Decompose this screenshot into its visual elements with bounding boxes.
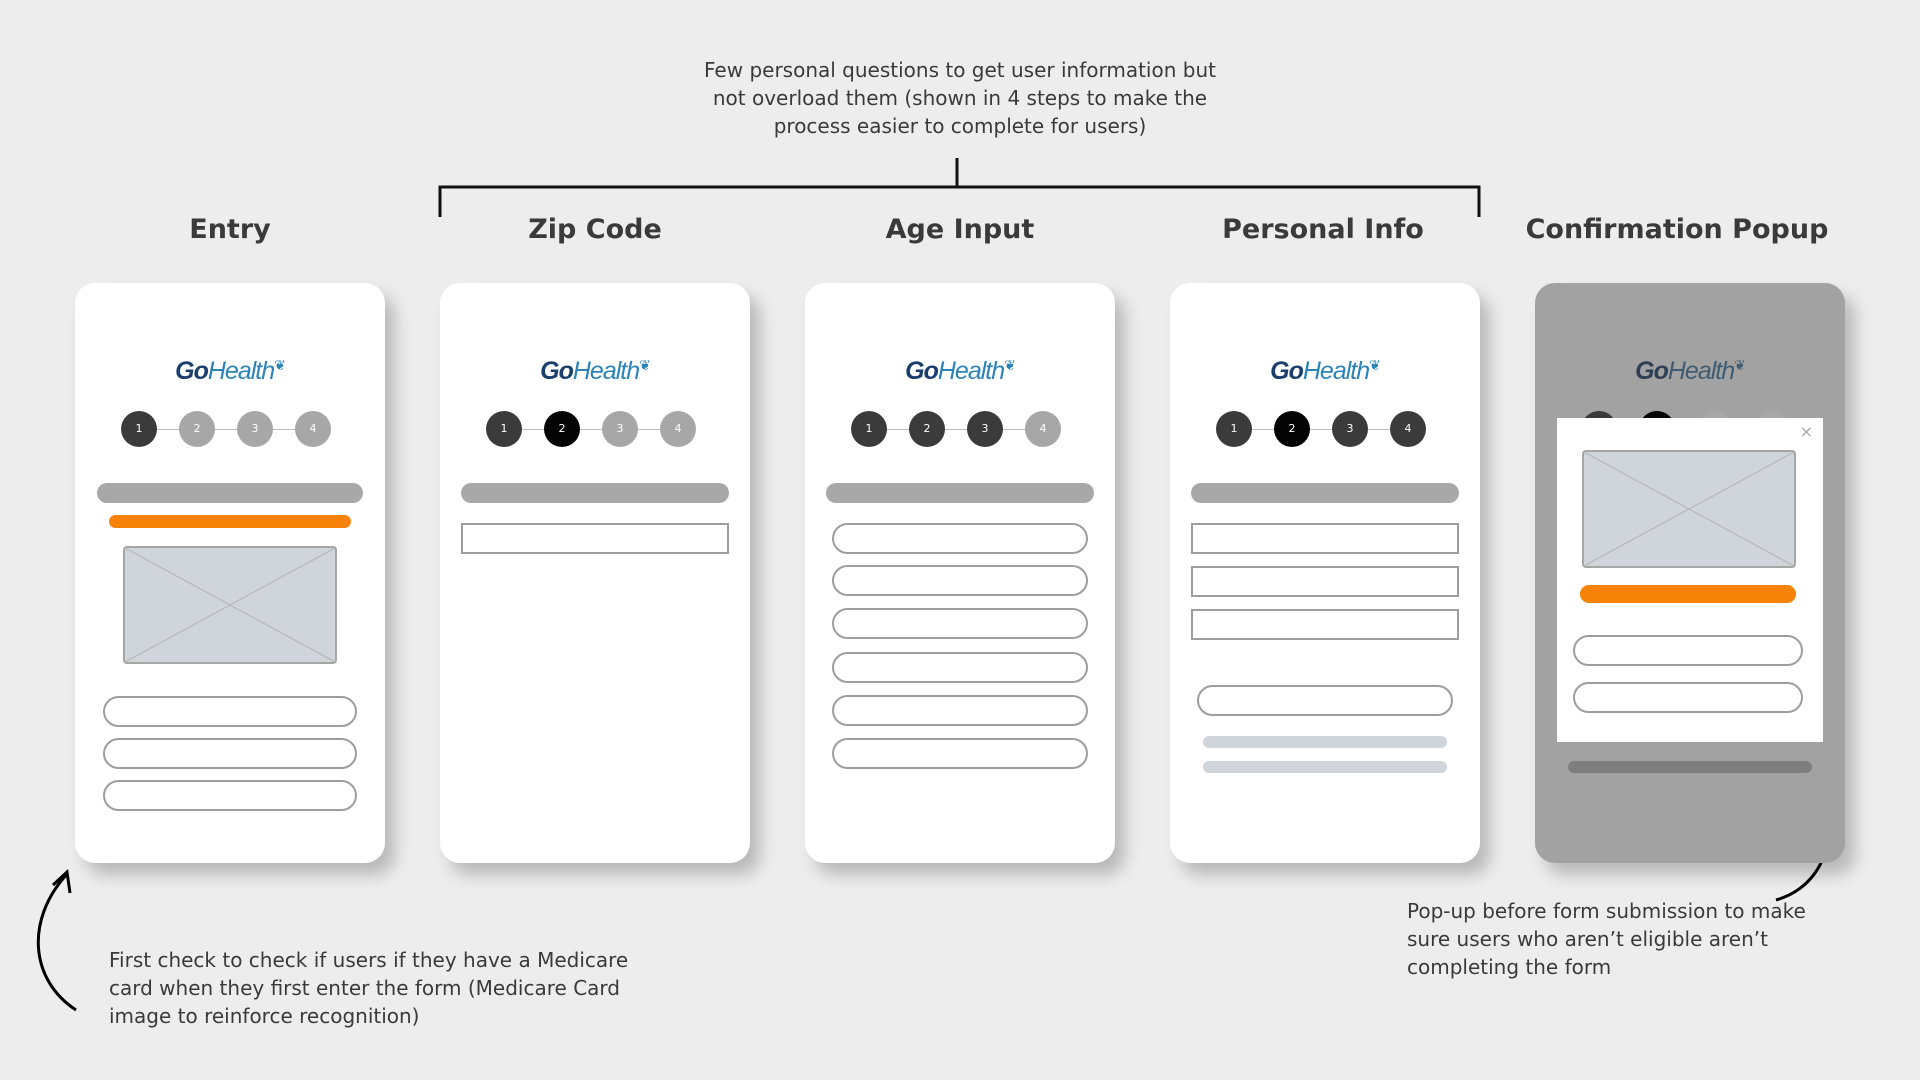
annotation-left: First check to check if users if they have a Medicare card when they first enter the form (Medicare Card image to reinforce recognition) [109, 948, 629, 1028]
age-option[interactable] [832, 695, 1088, 726]
accent-bar [109, 515, 351, 528]
gohealth-logo: GoHealth❦ [175, 357, 285, 385]
step-3: 3 [237, 411, 273, 447]
screen-confirmation-popup [1535, 283, 1845, 863]
age-option[interactable] [832, 523, 1088, 554]
gohealth-logo: GoHealth❦ [905, 357, 1015, 385]
age-option[interactable] [832, 652, 1088, 683]
step-4: 4 [295, 411, 331, 447]
title-age-input: Age Input [885, 214, 1035, 245]
accent-bar [1580, 585, 1796, 603]
screen-personal-info [1170, 283, 1480, 863]
medicare-card-image-placeholder [1582, 450, 1796, 568]
leaf-icon: ❦ [274, 357, 285, 373]
step-2: 2 [1274, 411, 1310, 447]
step-3: 3 [1332, 411, 1368, 447]
submit-button[interactable] [1197, 685, 1453, 716]
age-option[interactable] [832, 565, 1088, 596]
step-1: 1 [486, 411, 522, 447]
title-personal-info: Personal Info [1222, 214, 1424, 245]
step-2: 2 [544, 411, 580, 447]
step-2: 2 [909, 411, 945, 447]
left-arrow [38, 874, 76, 1010]
popup-option-button[interactable] [1573, 682, 1803, 713]
step-1: 1 [1216, 411, 1252, 447]
screen-zip-code [440, 283, 750, 863]
step-4: 4 [1025, 411, 1061, 447]
popup-option-button[interactable] [1573, 635, 1803, 666]
disclaimer-line [1203, 761, 1447, 773]
email-field[interactable] [1191, 566, 1459, 597]
title-zip-code: Zip Code [528, 214, 662, 245]
background-bar [1568, 761, 1812, 773]
option-button[interactable] [103, 738, 357, 769]
leaf-icon: ❦ [1004, 357, 1015, 373]
screen-entry [75, 283, 385, 863]
close-icon[interactable]: × [1799, 422, 1813, 441]
heading-bar [97, 483, 363, 503]
disclaimer-line [1203, 736, 1447, 748]
step-indicator [486, 411, 704, 449]
heading-bar [1191, 483, 1459, 503]
heading-bar [826, 483, 1094, 503]
heading-bar [461, 483, 729, 503]
title-entry: Entry [189, 214, 271, 245]
name-field[interactable] [1191, 523, 1459, 554]
step-3: 3 [967, 411, 1003, 447]
annotation-right: Pop-up before form submission to make sure users who aren’t eligible aren’t completing the form [1407, 899, 1806, 979]
step-4: 4 [1390, 411, 1426, 447]
bracket [440, 158, 1479, 217]
gohealth-logo: GoHealth❦ [540, 357, 650, 385]
step-1: 1 [121, 411, 157, 447]
gohealth-logo: GoHealth❦ [1270, 357, 1380, 385]
leaf-icon: ❦ [639, 357, 650, 373]
age-option[interactable] [832, 608, 1088, 639]
step-indicator [121, 411, 339, 449]
annotation-top: Few personal questions to get user information but not overload them (shown in 4 steps to make the process easier to complete for users) [704, 58, 1216, 138]
option-button[interactable] [103, 780, 357, 811]
confirmation-popup [1557, 418, 1823, 742]
zip-code-input[interactable] [461, 523, 729, 554]
step-4: 4 [660, 411, 696, 447]
leaf-icon: ❦ [1734, 357, 1745, 373]
step-2: 2 [179, 411, 215, 447]
title-confirmation-popup: Confirmation Popup [1525, 214, 1829, 245]
age-option[interactable] [832, 738, 1088, 769]
step-indicator [1216, 411, 1434, 449]
medicare-card-image-placeholder [123, 546, 337, 664]
step-3: 3 [602, 411, 638, 447]
gohealth-logo: GoHealth❦ [1635, 357, 1745, 385]
screen-age-input [805, 283, 1115, 863]
step-indicator [851, 411, 1069, 449]
phone-field[interactable] [1191, 609, 1459, 640]
option-button[interactable] [103, 696, 357, 727]
leaf-icon: ❦ [1369, 357, 1380, 373]
step-1: 1 [851, 411, 887, 447]
